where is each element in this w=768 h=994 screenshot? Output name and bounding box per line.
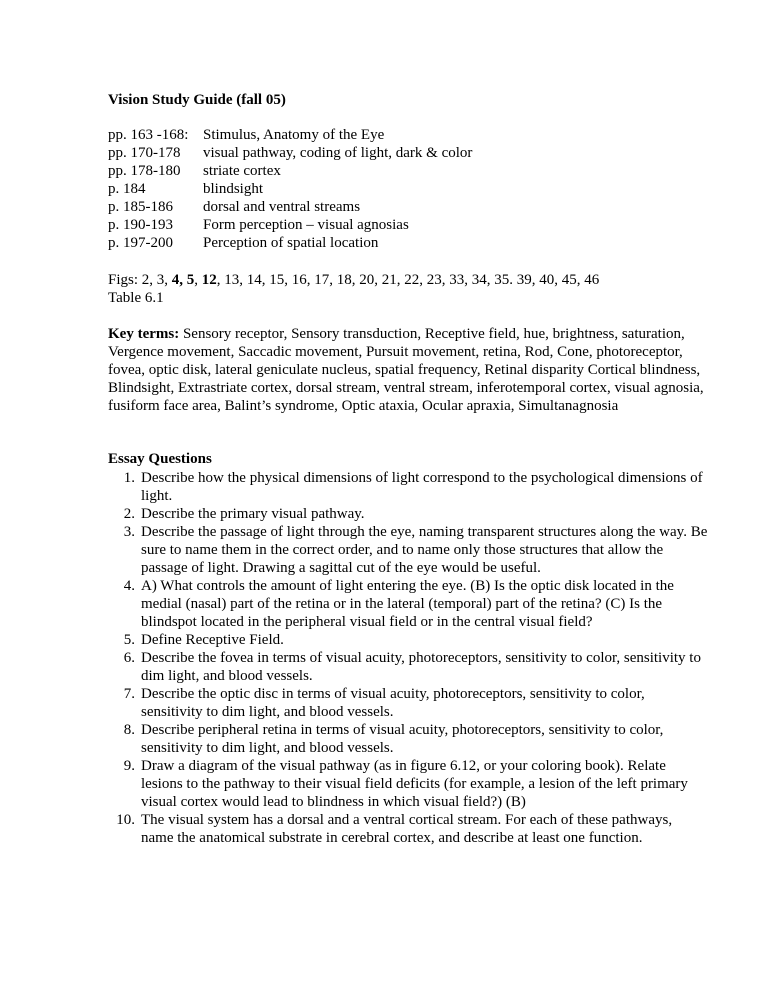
- reading-row: [108, 198, 472, 216]
- reading-row: [108, 216, 472, 234]
- figures-list: [108, 271, 708, 307]
- question-text: Describe the optic disc in terms of visual acuity, photoreceptors, sensitivity to color, sensitivity to dim light, and blood vessels.: [141, 686, 645, 720]
- reading-pages: p. 197-200: [108, 235, 173, 251]
- reading-pages: p. 190-193: [108, 217, 173, 233]
- question-number: 9.: [123, 758, 135, 774]
- reading-row: [108, 180, 472, 198]
- reading-pages: p. 184: [108, 181, 146, 197]
- question-item: [108, 721, 708, 757]
- reading-topic: dorsal and ventral streams: [203, 199, 361, 215]
- reading-row: [108, 144, 472, 162]
- reading-pages: p. 185-186: [108, 199, 173, 215]
- question-item: [108, 577, 708, 631]
- question-number: 1.: [123, 470, 135, 486]
- question-text: Draw a diagram of the visual pathway (as in figure 6.12, or your coloring book). Relate lesions to the pathway to their visual field deficits (for example, a lesion of the left primary visual cortex would lead to blindness in which visual field?) (B): [141, 758, 688, 810]
- figures-prefix: Figs: 2, 3,: [108, 272, 172, 288]
- reading-row: [108, 126, 472, 144]
- question-number: 7.: [123, 686, 135, 702]
- key-terms-label: Key terms:: [108, 326, 180, 342]
- table-reference: Table 6.1: [108, 290, 164, 306]
- question-item: [108, 811, 708, 847]
- question-item: [108, 523, 708, 577]
- figures-bold-1: 4, 5: [171, 272, 195, 288]
- essay-questions: [108, 469, 708, 847]
- question-item: [108, 757, 708, 811]
- figures-bold-2: 12: [201, 272, 217, 288]
- key-terms-text: Sensory receptor, Sensory transduction, Receptive field, hue, brightness, saturation, Vergence movement, Saccadic movement, Pursuit movement, retina, Rod, Cone, photoreceptor, fovea, optic disk, lateral geniculate nucleus, spatial frequency, Retinal disparity Cortical blindness, Blindsight, Extrastriate cortex, dorsal stream, ventral stream, inferotemporal cortex, visual agnosia, fusiform face area, Balint’s syndrome, Optic ataxia, Ocular apraxia, Simultanagnosia: [108, 326, 704, 414]
- reading-pages: pp. 178-180: [108, 163, 181, 179]
- reading-topic: blindsight: [203, 181, 264, 197]
- figures-rest: , 13, 14, 15, 16, 17, 18, 20, 21, 22, 23, 33, 34, 35. 39, 40, 45, 46: [216, 272, 600, 288]
- figures-line: [108, 271, 708, 289]
- reading-pages: pp. 170-178: [108, 145, 181, 161]
- reading-topic: Perception of spatial location: [203, 235, 379, 251]
- question-number: 6.: [123, 650, 135, 666]
- reading-topic: Stimulus, Anatomy of the Eye: [203, 127, 385, 143]
- question-number: 10.: [116, 812, 135, 828]
- question-item: [108, 631, 708, 649]
- reading-topic: striate cortex: [203, 163, 281, 179]
- reading-list: [108, 126, 472, 252]
- question-item: [108, 685, 708, 721]
- question-number: 5.: [123, 632, 135, 648]
- question-text: Define Receptive Field.: [141, 632, 284, 648]
- question-item: [108, 649, 708, 685]
- question-text: Describe the fovea in terms of visual acuity, photoreceptors, sensitivity to color, sensitivity to dim light, and blood vessels.: [141, 650, 701, 684]
- document-title: Vision Study Guide (fall 05): [108, 92, 286, 108]
- question-text: Describe peripheral retina in terms of visual acuity, photoreceptors, sensitivity to color, sensitivity to dim light, and blood vessels.: [141, 722, 664, 756]
- question-number: 4.: [123, 578, 135, 594]
- reading-topic: visual pathway, coding of light, dark & color: [203, 145, 473, 161]
- reading-row: [108, 162, 472, 180]
- reading-row: [108, 234, 472, 252]
- question-item: [108, 505, 708, 523]
- question-text: A) What controls the amount of light entering the eye. (B) Is the optic disk located in the medial (nasal) part of the retina or in the lateral (temporal) part of the retina? (C) Is the blindspot located in the peripheral visual field or in the central visual field?: [141, 578, 674, 630]
- question-text: Describe the primary visual pathway.: [141, 506, 365, 522]
- question-text: The visual system has a dorsal and a ventral cortical stream. For each of these pathways, name the anatomical substrate in cerebral cortex, and describe at least one function.: [141, 812, 673, 846]
- question-number: 8.: [123, 722, 135, 738]
- question-text: Describe the passage of light through the eye, naming transparent structures along the way. Be sure to name them in the correct order, and to name only those structures that allow the passage of light. Drawing a sagittal cut of the eye would be useful.: [141, 524, 708, 576]
- figures-sep: ,: [194, 272, 202, 288]
- question-item: [108, 469, 708, 505]
- key-terms: [108, 325, 708, 415]
- essay-heading: Essay Questions: [108, 451, 212, 467]
- question-text: Describe how the physical dimensions of light correspond to the psychological dimensions of light.: [141, 470, 703, 504]
- question-number: 3.: [123, 524, 135, 540]
- reading-pages: pp. 163 -168:: [108, 127, 189, 143]
- question-number: 2.: [123, 506, 135, 522]
- reading-topic: Form perception – visual agnosias: [203, 217, 409, 233]
